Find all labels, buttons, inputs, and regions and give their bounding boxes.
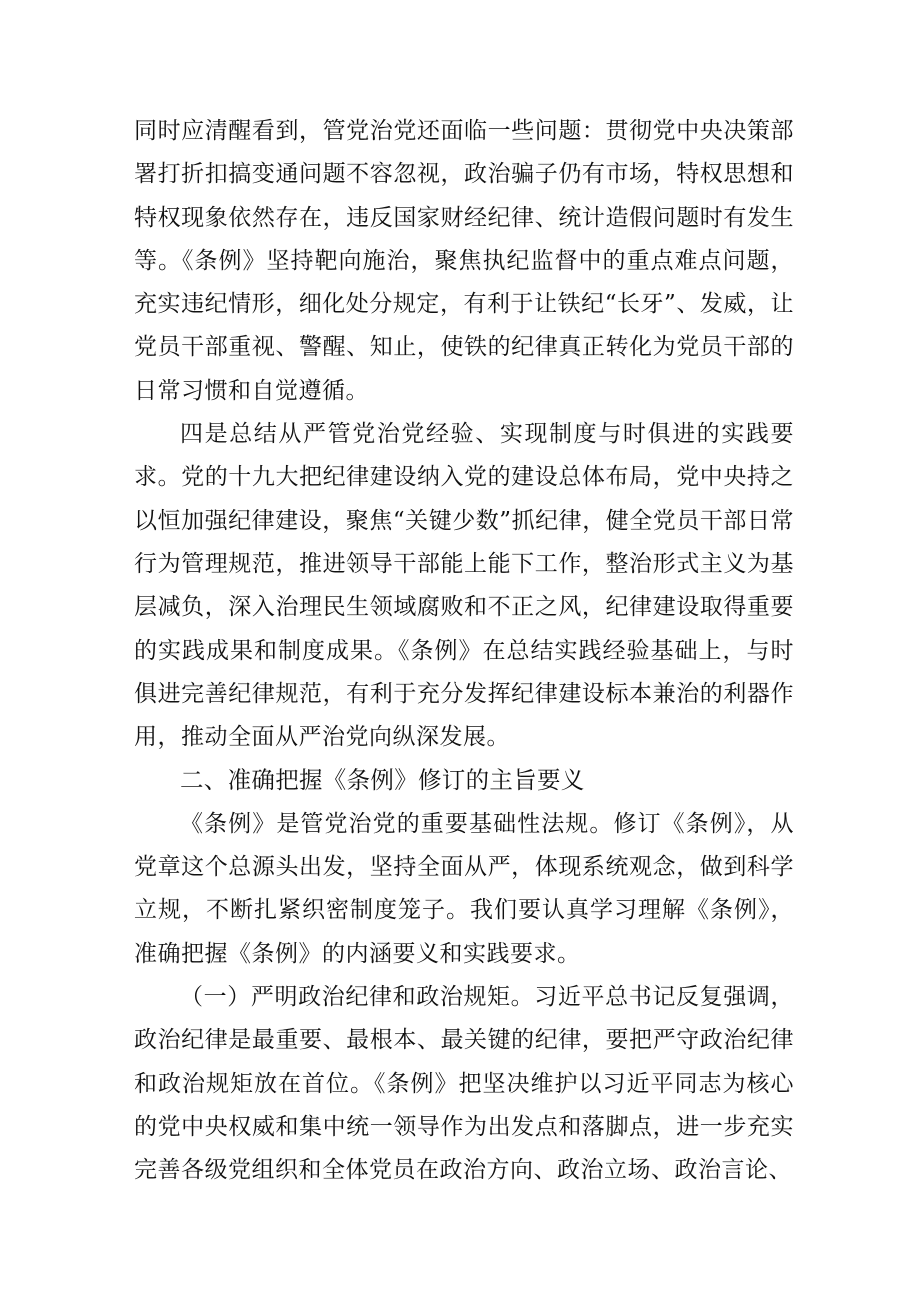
- document-body: [134, 110, 794, 1192]
- paragraph-issues: 同时应清醒看到，管党治党还面临一些问题：贯彻党中央决策部署打折扣搞变通问题不容忽视，政治骗子仍有市场，特权思想和特权现象依然存在，违反国家财经纪律、统计造假问题时有发生等。《条例》坚持靶向施治，聚焦执纪监督中的重点难点问题，充实违纪情形，细化处分规定，有利于让铁纪“长牙”、发威，让党员干部重视、警醒、知止，使铁的纪律真正转化为党员干部的日常习惯和自觉遵循。: [134, 118, 794, 404]
- paragraph-point-four: 四是总结从严管党治党经验、实现制度与时俱进的实践要求。党的十九大把纪律建设纳入党的建设总体布局，党中央持之以恒加强纪律建设，聚焦“关键少数”抓纪律，健全党员干部日常行为管理规范，推进领导干部能上能下工作，整治形式主义为基层减负，深入治理民生领域腐败和不正之风，纪律建设取得重要的实践成果和制度成果。《条例》在总结实践经验基础上，与时俱进完善纪律规范，有利于充分发挥纪律建设标本兼治的利器作用，推动全面从严治党向纵深发展。: [134, 421, 794, 751]
- paragraph-regulation-overview: 《条例》是管党治党的重要基础性法规。修订《条例》，从党章这个总源头出发，坚持全面从严，体现系统观念，做到科学立规，不断扎紧织密制度笼子。我们要认真学习理解《条例》，准确把握《条例》的内涵要义和实践要求。: [134, 810, 794, 967]
- paragraph-political-discipline: （一）严明政治纪律和政治规矩。习近平总书记反复强调，政治纪律是最重要、最根本、最关键的纪律，要把严守政治纪律和政治规矩放在首位。《条例》把坚决维护以习近平同志为核心的党中央权威和集中统一领导作为出发点和落脚点，进一步充实完善各级党组织和全体党员在政治方向、政治立场、政治言论、: [134, 983, 794, 1184]
- section-heading: 二、准确把握《条例》修订的主旨要义: [180, 766, 585, 795]
